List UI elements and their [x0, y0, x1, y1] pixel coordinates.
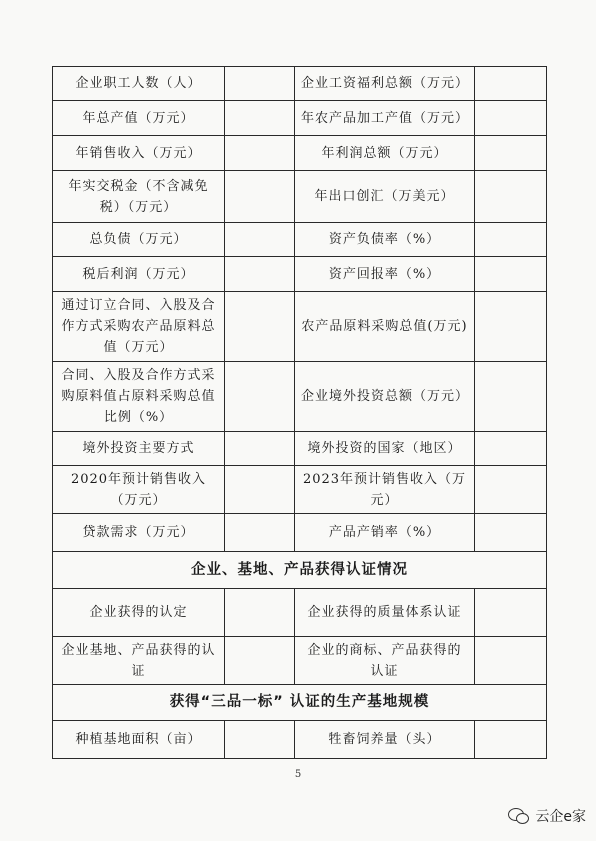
row-label: 牲畜饲养量（头）	[295, 721, 475, 759]
value-cell[interactable]	[475, 721, 547, 759]
table-row	[53, 514, 547, 552]
value-cell[interactable]	[475, 67, 547, 101]
row-label: 企业获得的质量体系认证	[295, 589, 475, 637]
table-row	[53, 101, 547, 136]
watermark-text: 云企e家	[535, 809, 586, 825]
row-label: 年实交税金（不含减免税）（万元）	[53, 171, 225, 223]
table-row	[53, 466, 547, 514]
value-cell[interactable]	[225, 101, 295, 136]
row-label: 年销售收入（万元）	[53, 136, 225, 171]
value-cell[interactable]	[225, 721, 295, 759]
row-label: 企业境外投资总额（万元）	[295, 362, 475, 432]
row-label: 境外投资的国家（地区）	[295, 432, 475, 466]
table-row	[53, 432, 547, 466]
value-cell[interactable]	[475, 362, 547, 432]
row-label: 税后利润（万元）	[53, 257, 225, 292]
row-label: 年农产品加工产值（万元）	[295, 101, 475, 136]
row-label: 合同、入股及合作方式采购原料值占原料采购总值比例（%）	[53, 362, 225, 432]
value-cell[interactable]	[475, 136, 547, 171]
value-cell[interactable]	[475, 223, 547, 257]
table-row	[53, 257, 547, 292]
row-label: 资产回报率（%）	[295, 257, 475, 292]
value-cell[interactable]	[225, 362, 295, 432]
table-row	[53, 171, 547, 223]
value-cell[interactable]	[475, 466, 547, 514]
value-cell[interactable]	[225, 589, 295, 637]
value-cell[interactable]	[475, 589, 547, 637]
wechat-icon	[508, 807, 530, 825]
row-label: 年出口创汇（万美元）	[295, 171, 475, 223]
row-label: 资产负债率（%）	[295, 223, 475, 257]
section-header-row	[53, 552, 547, 589]
value-cell[interactable]	[225, 514, 295, 552]
section-title: 获得“三品一标” 认证的生产基地规模	[53, 685, 547, 721]
section-title: 企业、基地、产品获得认证情况	[53, 552, 547, 589]
row-label: 企业的商标、产品获得的认证	[295, 637, 475, 685]
row-label: 企业基地、产品获得的认证	[53, 637, 225, 685]
row-label: 企业工资福利总额（万元）	[295, 67, 475, 101]
value-cell[interactable]	[475, 101, 547, 136]
row-label: 总负债（万元）	[53, 223, 225, 257]
value-cell[interactable]	[475, 292, 547, 362]
table-row	[53, 136, 547, 171]
value-cell[interactable]	[475, 514, 547, 552]
value-cell[interactable]	[475, 432, 547, 466]
row-label: 境外投资主要方式	[53, 432, 225, 466]
enterprise-info-table	[52, 66, 547, 759]
row-label: 通过订立合同、入股及合作方式采购农产品原料总值（万元）	[53, 292, 225, 362]
row-label: 企业职工人数（人）	[53, 67, 225, 101]
row-label: 农产品原料采购总值(万元)	[295, 292, 475, 362]
value-cell[interactable]	[225, 292, 295, 362]
value-cell[interactable]	[225, 257, 295, 292]
table-row	[53, 362, 547, 432]
table-row	[53, 721, 547, 759]
watermark	[508, 806, 586, 826]
value-cell[interactable]	[475, 257, 547, 292]
value-cell[interactable]	[225, 432, 295, 466]
table-row	[53, 637, 547, 685]
row-label: 产品产销率（%）	[295, 514, 475, 552]
value-cell[interactable]	[475, 171, 547, 223]
row-label: 种植基地面积（亩）	[53, 721, 225, 759]
table-row	[53, 223, 547, 257]
value-cell[interactable]	[475, 637, 547, 685]
section-header-row	[53, 685, 547, 721]
table-row	[53, 589, 547, 637]
row-label: 年总产值（万元）	[53, 101, 225, 136]
row-label: 贷款需求（万元）	[53, 514, 225, 552]
value-cell[interactable]	[225, 136, 295, 171]
table-row	[53, 292, 547, 362]
value-cell[interactable]	[225, 223, 295, 257]
page-number: 5	[294, 769, 302, 780]
row-label: 年利润总额（万元）	[295, 136, 475, 171]
value-cell[interactable]	[225, 637, 295, 685]
row-label: 企业获得的认定	[53, 589, 225, 637]
row-label: 2023年预计销售收入（万元）	[295, 466, 475, 514]
value-cell[interactable]	[225, 171, 295, 223]
table-row	[53, 67, 547, 101]
value-cell[interactable]	[225, 466, 295, 514]
value-cell[interactable]	[225, 67, 295, 101]
row-label: 2020年预计销售收入（万元）	[53, 466, 225, 514]
